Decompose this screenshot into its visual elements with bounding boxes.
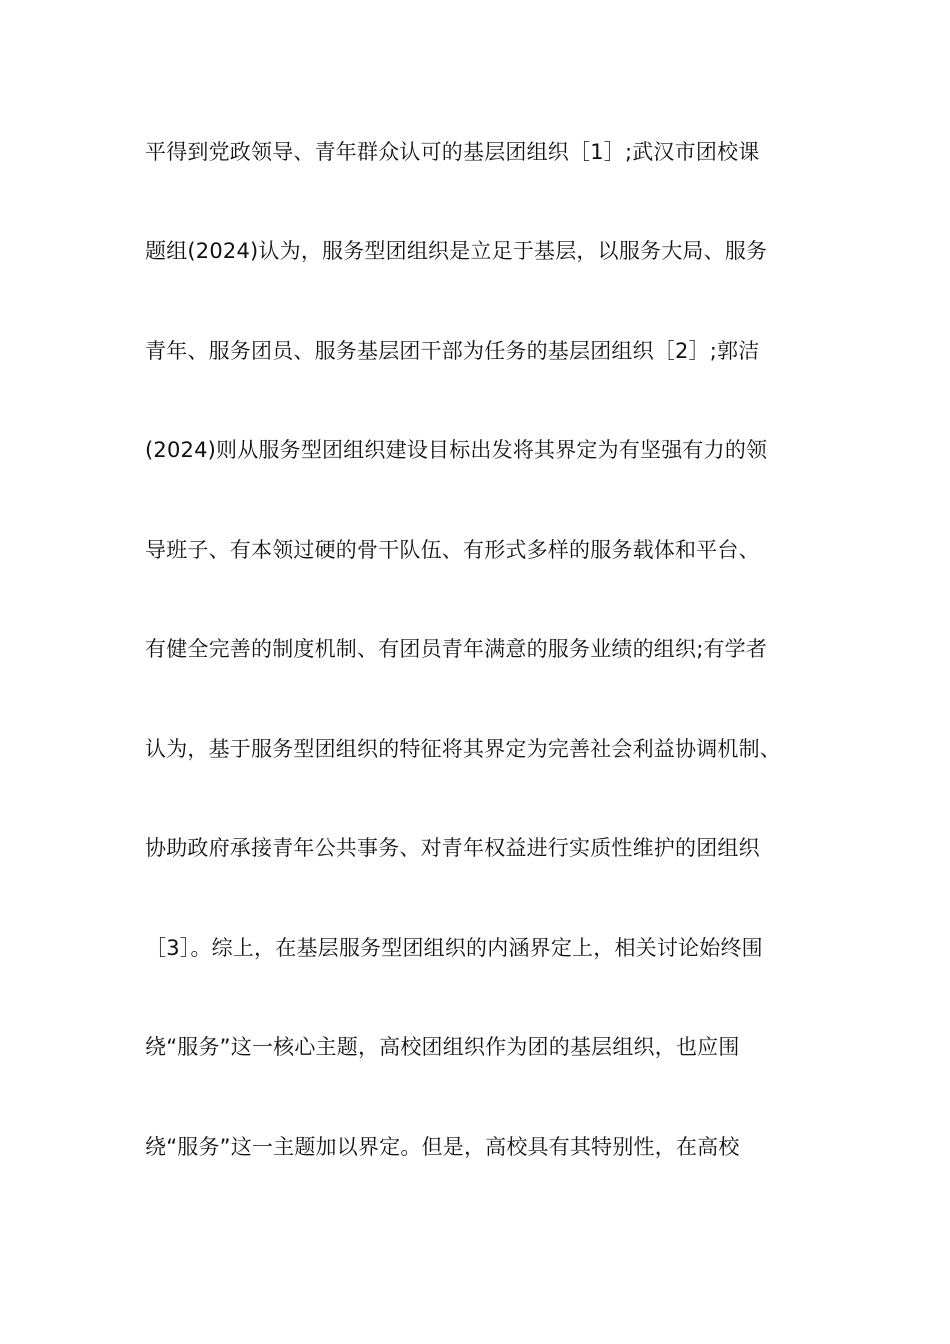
paragraph-line-9: ［3］。综上，在基层服务型团组织的内涵界定上，相关讨论始终围 xyxy=(145,936,763,960)
paragraph-line-1: 平得到党政领导、青年群众认可的基层团组织［1］;武汉市团校课 xyxy=(145,140,760,164)
paragraph-line-4: (2024)则从服务型团组织建设目标出发将其界定为有坚强有力的领 xyxy=(145,438,768,462)
paragraph-line-10: 绕“服务”这一核心主题，高校团组织作为团的基层组织，也应围 xyxy=(145,1035,740,1059)
paragraph-line-8: 协助政府承接青年公共事务、对青年权益进行实质性维护的团组织 xyxy=(145,836,760,860)
paragraph-line-11: 绕“服务”这一主题加以界定。但是，高校具有其特别性，在高校 xyxy=(145,1135,740,1159)
paragraph-line-6: 有健全完善的制度机制、有团员青年满意的服务业绩的组织;有学者 xyxy=(145,637,768,661)
paragraph-line-3: 青年、服务团员、服务基层团干部为任务的基层团组织［2］;郭洁 xyxy=(145,339,760,363)
paragraph-line-2: 题组(2024)认为，服务型团组织是立足于基层，以服务大局、服务 xyxy=(145,239,768,263)
paragraph-line-5: 导班子、有本领过硬的骨干队伍、有形式多样的服务载体和平台、 xyxy=(145,538,760,562)
paragraph-line-7: 认为，基于服务型团组织的特征将其界定为完善社会利益协调机制、 xyxy=(145,737,781,761)
